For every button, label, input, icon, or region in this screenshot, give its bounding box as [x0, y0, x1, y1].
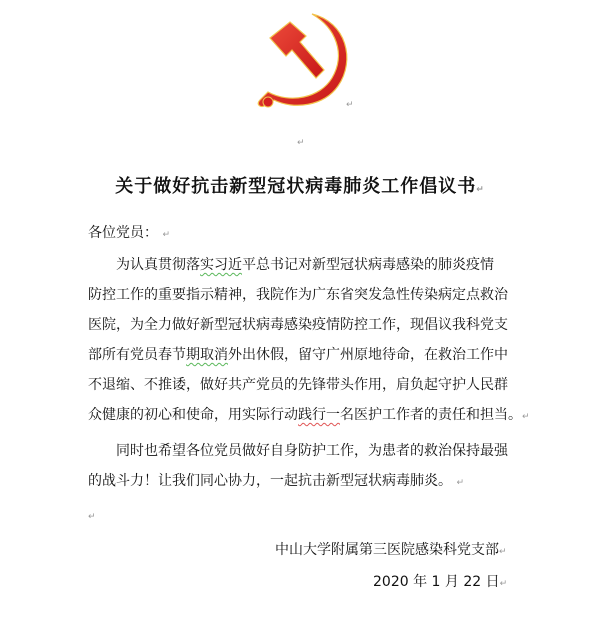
paragraph-line: 同时也希望各位党员做好自身防护工作，为患者的救治保持最强 — [116, 443, 508, 459]
grammar-flag[interactable]: 期取消 — [186, 347, 228, 363]
paragraph-mark: ↵ — [499, 547, 507, 557]
paragraph-line: 的战斗力！让我们同心协力，一起抗击新型冠状病毒肺炎。 ↵ — [88, 473, 464, 489]
hammer-sickle-emblem-icon — [250, 8, 358, 116]
title-text: 关于做好抗击新型冠状病毒肺炎工作倡议书 — [115, 176, 477, 197]
document-title — [0, 172, 600, 198]
salutation-text: 各位党员： — [88, 225, 158, 241]
paragraph-mark: ↵ — [522, 412, 530, 422]
paragraph-line: 医院，为全力做好新型冠状病毒感染疫情防控工作，现倡议我科党支 — [88, 317, 508, 333]
paragraph-mark: ↵ — [297, 138, 305, 148]
body-paragraph-1 — [88, 250, 530, 432]
paragraph-line: 不退缩、不推诿，做好共产党员的先锋带头作用，肩负起守护人民群 — [88, 377, 508, 393]
paragraph-line: 为认真贯彻落实习近平总书记对新型冠状病毒感染的肺炎疫情 — [116, 257, 494, 273]
signature-text: 中山大学附属第三医院感染科党支部 — [275, 542, 499, 558]
paragraph-line: 防控工作的重要指示精神，我院作为广东省突发急性传染病定点救治 — [88, 287, 508, 303]
paragraph-mark: ↵ — [476, 185, 485, 195]
paragraph-line: 部所有党员春节期取消外出休假，留守广州原地待命，在救治工作中 — [88, 347, 508, 363]
spelling-flag[interactable]: 践行一 — [298, 407, 340, 423]
paragraph-mark: ↵ — [346, 100, 354, 110]
paragraph-mark: ↵ — [88, 512, 96, 522]
date — [373, 571, 507, 591]
signature — [275, 539, 507, 559]
date-text: 2020 年 1 月 22 日 — [373, 574, 500, 590]
body-paragraph-2 — [88, 436, 524, 498]
salutation — [88, 222, 170, 242]
paragraph-mark: ↵ — [499, 579, 508, 589]
paragraph-mark: ↵ — [456, 478, 464, 488]
grammar-flag[interactable]: 实习近 — [200, 257, 242, 273]
paragraph-line: 众健康的初心和使命，用实际行动践行一名医护工作者的责任和担当。↵ — [88, 407, 530, 423]
paragraph-mark: ↵ — [162, 230, 170, 240]
